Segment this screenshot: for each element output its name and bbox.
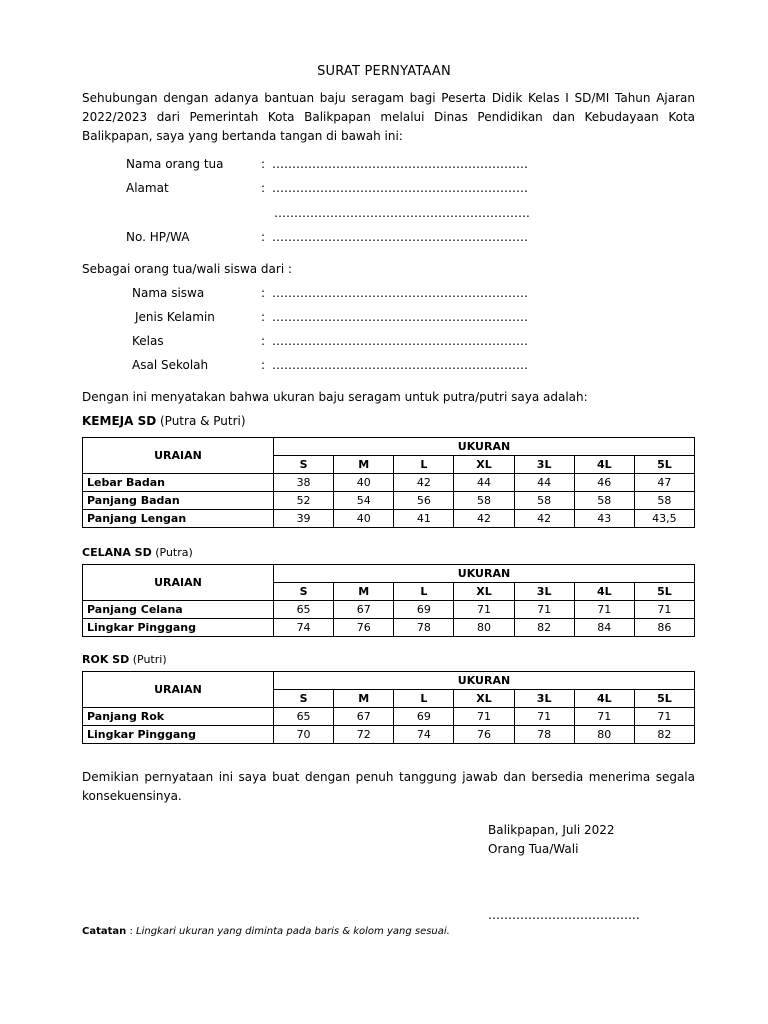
field-blank: ………………………………………………………. [272,157,528,171]
field-blank: ………………………………………………………. [272,286,528,300]
size-header: 5L [634,583,694,601]
ukuran-header: UKURAN [274,672,695,690]
table-row [83,492,695,510]
size-header: 3L [514,690,574,708]
table-heading-shirt [82,414,246,428]
statement-text: Dengan ini menyatakan bahwa ukuran baju seragam untuk putra/putri saya adalah: [82,390,588,404]
table-row [83,474,695,492]
field-colon: : [261,310,266,324]
table-cell: 47 [634,474,694,492]
size-header: 4L [574,583,634,601]
size-header: S [274,456,334,474]
table-row [83,726,695,744]
table-cell: 39 [274,510,334,528]
table-cell: 42 [514,510,574,528]
table-cell: 76 [334,619,394,637]
table-cell: 38 [274,474,334,492]
field-label: Asal Sekolah [132,358,209,372]
size-header: 5L [634,456,694,474]
document-title: SURAT PERNYATAAN [317,64,451,79]
table-cell: 67 [334,708,394,726]
field-label: Jenis Kelamin [135,310,215,324]
field-label: Nama siswa [132,286,205,300]
field-blank: ………………………………………………………. [274,206,530,220]
table-cell: 58 [514,492,574,510]
table-cell: 43,5 [634,510,694,528]
heading-rest: (Putra & Putri) [156,414,246,428]
field-colon: : [261,181,266,195]
table-cell: 72 [334,726,394,744]
table-cell: 71 [574,708,634,726]
size-table-shirt [82,437,695,528]
table-cell: 56 [394,492,454,510]
table-cell: 70 [274,726,334,744]
table-cell: 82 [634,726,694,744]
table-cell: 46 [574,474,634,492]
closing-paragraph: Demikian pernyataan ini saya buat dengan penuh tanggung jawab dan bersedia menerima segala konsekuensinya. [82,770,695,803]
signature-place-date: Balikpapan, Juli 2022 [488,823,615,837]
table-cell: 71 [454,708,514,726]
field-blank: ………………………………………………………. [272,358,528,372]
table-cell: 58 [574,492,634,510]
table-cell: 42 [394,474,454,492]
table-cell: 69 [394,601,454,619]
intro-paragraph: Sehubungan dengan adanya bantuan baju seragam bagi Peserta Didik Kelas I SD/MI Tahun Ajaran 2022/2023 dari Pemerintah Kota Balikpapan melalui Dinas Pendidikan dan Kebudayaan Kota Balikpapan, saya yang bertanda tangan di bawah ini: [82,91,695,143]
field-colon: : [261,358,266,372]
row-label: Lingkar Pinggang [83,619,274,637]
field-blank: ………………………………………………………. [272,334,528,348]
field-colon: : [261,286,266,300]
size-header: XL [454,456,514,474]
table-cell: 44 [514,474,574,492]
table-cell: 65 [274,708,334,726]
table-cell: 42 [454,510,514,528]
table-cell: 78 [514,726,574,744]
footnote [82,926,450,937]
size-header: S [274,690,334,708]
size-header: S [274,583,334,601]
size-header: 4L [574,456,634,474]
size-header: 3L [514,456,574,474]
field-colon: : [261,230,266,244]
table-cell: 71 [514,708,574,726]
table-cell: 71 [634,708,694,726]
size-table-pants [82,564,695,637]
size-header: 5L [634,690,694,708]
size-header: M [334,583,394,601]
table-cell: 52 [274,492,334,510]
table-cell: 84 [574,619,634,637]
table-cell: 80 [574,726,634,744]
field-label: No. HP/WA [126,230,190,244]
table-cell: 86 [634,619,694,637]
table-row [83,619,695,637]
size-header: L [394,456,454,474]
table-heading-pants [82,546,193,559]
footnote-separator: : [126,926,136,937]
footnote-label: Catatan [82,926,127,937]
size-header: M [334,456,394,474]
heading-bold: KEMEJA SD [82,414,157,428]
heading-rest: (Putri) [129,653,167,666]
table-cell: 65 [274,601,334,619]
field-blank: ………………………………………………………. [272,230,528,244]
field-blank: ………………………………………………………. [272,181,528,195]
field-label: Nama orang tua [126,157,224,171]
table-cell: 74 [274,619,334,637]
table-cell: 43 [574,510,634,528]
field-label: Alamat [126,181,169,195]
size-header: L [394,583,454,601]
heading-bold: ROK SD [82,653,130,666]
table-cell: 40 [334,510,394,528]
table-cell: 40 [334,474,394,492]
size-header: M [334,690,394,708]
uraian-header: URAIAN [83,438,274,474]
signature-line: ……………………………….. [488,908,640,922]
ukuran-header: UKURAN [274,565,695,583]
field-colon: : [261,334,266,348]
table-cell: 76 [454,726,514,744]
table-row [83,708,695,726]
table-cell: 67 [334,601,394,619]
table-cell: 80 [454,619,514,637]
size-header: XL [454,690,514,708]
size-header: 4L [574,690,634,708]
table-cell: 58 [454,492,514,510]
footnote-text: Lingkari ukuran yang diminta pada baris & kolom yang sesuai. [136,926,450,937]
table-row [83,601,695,619]
field-label: Kelas [132,334,164,348]
size-table-skirt [82,671,695,744]
table-row [83,510,695,528]
row-label: Panjang Lengan [83,510,274,528]
row-label: Lingkar Pinggang [83,726,274,744]
table-cell: 54 [334,492,394,510]
table-cell: 58 [634,492,694,510]
heading-bold: CELANA SD [82,546,152,559]
table-cell: 71 [574,601,634,619]
size-header: XL [454,583,514,601]
table-heading-skirt [82,653,167,666]
field-colon: : [261,157,266,171]
table-cell: 74 [394,726,454,744]
student-intro: Sebagai orang tua/wali siswa dari : [82,262,293,276]
uraian-header: URAIAN [83,672,274,708]
size-header: L [394,690,454,708]
table-cell: 41 [394,510,454,528]
table-cell: 44 [454,474,514,492]
table-cell: 71 [454,601,514,619]
table-cell: 82 [514,619,574,637]
field-blank: ………………………………………………………. [272,310,528,324]
row-label: Lebar Badan [83,474,274,492]
table-cell: 78 [394,619,454,637]
row-label: Panjang Celana [83,601,274,619]
row-label: Panjang Rok [83,708,274,726]
signature-role: Orang Tua/Wali [488,842,579,856]
table-cell: 69 [394,708,454,726]
row-label: Panjang Badan [83,492,274,510]
table-cell: 71 [634,601,694,619]
ukuran-header: UKURAN [274,438,695,456]
table-cell: 71 [514,601,574,619]
heading-rest: (Putra) [151,546,193,559]
uraian-header: URAIAN [83,565,274,601]
size-header: 3L [514,583,574,601]
